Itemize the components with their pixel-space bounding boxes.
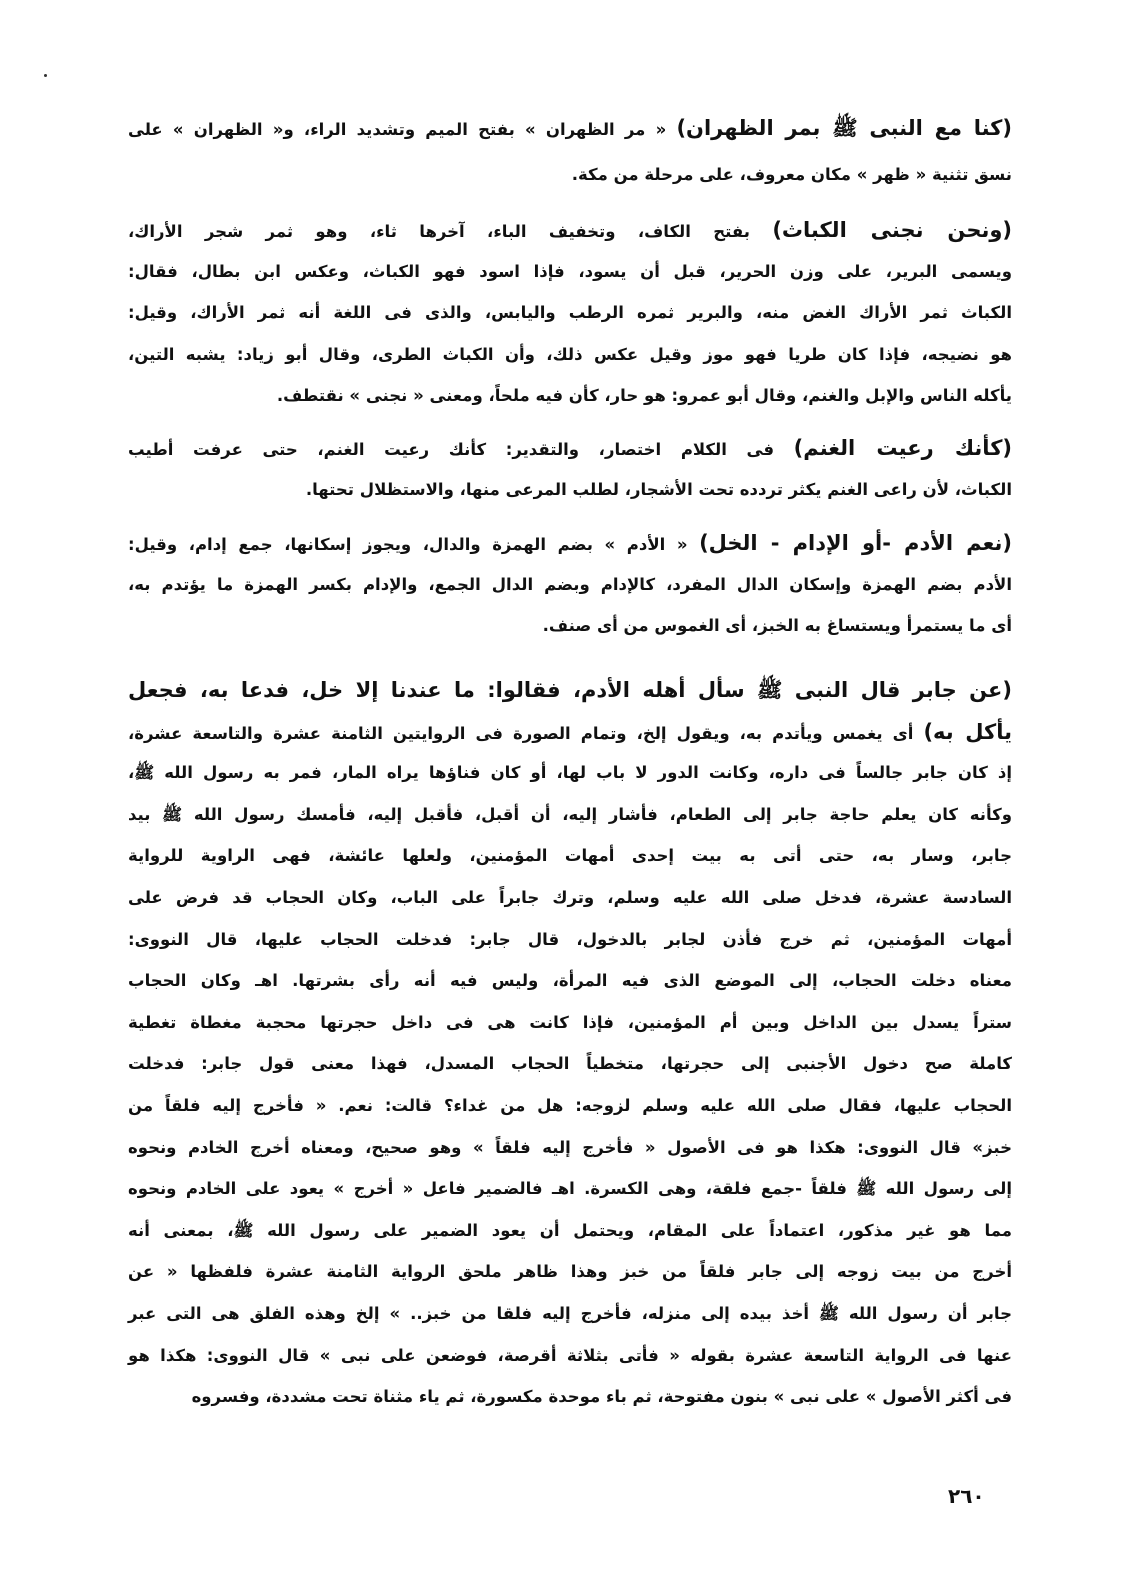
- text-line: [128, 568, 1012, 602]
- text-line: [128, 673, 1012, 707]
- heading-phrase: (عن جابر قال النبى ﷺ سأل أهله الأدم، فقالوا: ما عندنا إلا خل، فدعا به، فجعل: [128, 678, 1012, 702]
- text-line: [128, 473, 1012, 507]
- body-text: ويسمى البرير، على وزن الحرير، قبل أن يسود، فإذا اسود فهو الكباث، وعكس ابن بطال، فقال:: [128, 261, 1012, 281]
- text-line: [128, 715, 1012, 749]
- body-text: الحجاب عليها، فقال صلى الله عليه وسلم لزوجه: هل من غداء؟ قالت: نعم. « فأخرج إليه فلقاً من: [128, 1096, 1012, 1115]
- text-line: [128, 255, 1012, 289]
- text-line: [128, 1214, 1012, 1248]
- body-text: يأكله الناس والإبل والغنم، وقال أبو عمرو: هو حار، كأن فيه ملحاً، ومعنى « نجنى » نقتطف.: [276, 386, 1012, 406]
- body-text: الأدم بضم الهمزة وإسكان الدال المفرد، كالإدام وبضم الدال الجمع، والإدام بكسر الهمزة ما يؤتدم به،: [128, 574, 1012, 594]
- heading-phrase: يأكل به): [923, 719, 1012, 744]
- heading-phrase: (نعم الأدم -أو الإدام - الخل): [699, 531, 1012, 555]
- text-line: [128, 881, 1012, 915]
- body-text: هو نضيجه، فإذا كان طريا فهو موز وقيل عكس ذلك، وأن الكباث الطرى، وقال أبو زياد: يشبه التين،: [128, 344, 1012, 364]
- text-line: [128, 1297, 1012, 1331]
- heading-phrase: (ونحن نجنى الكباث): [772, 218, 1012, 242]
- body-text: جابر أن رسول الله ﷺ أخذ بيده إلى منزله، فأخرج إليه فلقا من خبز.. » إلخ وهذه الفلق هى التى عبر: [128, 1304, 1012, 1323]
- text-line: [128, 1047, 1012, 1081]
- text-line: [128, 964, 1012, 998]
- body-text: فى أكثر الأصول » على نبى » بنون مفتوحة، ثم باء موحدة مكسورة، ثم ياء مثناة تحت مشددة، وفسروه: [191, 1387, 1012, 1407]
- text-line: [128, 379, 1012, 413]
- text-line: [128, 1339, 1012, 1373]
- heading-phrase: (كنا مع النبى ﷺ بمر الظهران): [676, 116, 1012, 140]
- body-text: وكأنه كان يعلم حاجة جابر إلى الطعام، فأشار إليه، أن أقبل، فأقبل إليه، فأمسك رسول الله ﷺ بيد: [128, 804, 1012, 824]
- body-text: « الأدم » بضم الهمزة والدال، ويجوز إسكانها، جمع إدام، وقيل:: [128, 535, 700, 554]
- text-line: [128, 1089, 1012, 1123]
- body-text: فى الكلام اختصار، والتقدير: كأنك رعيت الغنم، حتى عرفت أطيب: [128, 440, 794, 459]
- text-line: [128, 609, 1012, 643]
- body-text: عنها فى الرواية التاسعة عشرة بقوله « فأتى بثلاثة أقرصة، فوضعن على نبى » قال النووى: هكذا هو: [128, 1345, 1012, 1365]
- heading-phrase: (كأنك رعيت الغنم): [793, 436, 1012, 460]
- text-line: [128, 1006, 1012, 1040]
- body-text: « مر الظهران » بفتح الميم وتشديد الراء، و« الظهران » على: [128, 120, 677, 139]
- body-text: نسق تثنية « ظهر » مكان معروف، على مرحلة من مكة.: [571, 165, 1012, 184]
- body-text: مما هو غير مذكور، اعتماداً على المقام، ويحتمل أن يعود الضمير على رسول الله ﷺ، بمعنى أنه: [128, 1220, 1012, 1240]
- body-text: جابر، وسار به، حتى أتى به بيت إحدى أمهات المؤمنين، ولعلها عائشة، فهى الراوية للرواية: [128, 846, 1012, 866]
- text-line: [128, 338, 1012, 372]
- body-text: كاملة صح دخول الأجنبى إلى حجرتها، متخطياً الحجاب المسدل، فهذا معنى قول جابر: فدخلت: [128, 1054, 1012, 1074]
- body-text: ستراً يسدل بين الداخل وبين أم المؤمنين، فإذا كانت هى فى داخل حجرتها محجبة مغطاة تغطية: [128, 1012, 1012, 1032]
- text-line: [128, 839, 1012, 873]
- body-text: أى ما يستمرأ ويستساغ به الخبز، أى الغموس من أى صنف.: [542, 616, 1012, 636]
- text-line: [128, 756, 1012, 790]
- text-line: [128, 1380, 1012, 1414]
- page-number: ٢٦٠: [948, 1484, 985, 1508]
- body-text: أى يغمس ويأتدم به، ويقول إلخ، وتمام الصورة فى الروايتين الثامنة عشرة والتاسعة عشرة،: [128, 723, 924, 743]
- scan-speck: [44, 74, 47, 77]
- body-text: الكباث، لأن راعى الغنم يكثر تردده تحت الأشجار، لطلب المرعى منها، والاستظلال تحتها.: [305, 479, 1012, 499]
- text-line: [128, 798, 1012, 832]
- text-line: [128, 1172, 1012, 1206]
- text-line: [128, 296, 1012, 330]
- body-text: السادسة عشرة، فدخل صلى الله عليه وسلم، وترك جابراً على الباب، وكان الحجاب قد فرض على: [128, 888, 1012, 907]
- body-text: إذ كان جابر جالساً فى داره، وكانت الدور لا باب لها، أو كان فناؤها يراه المار، فمر به رسول الله ﷺ،: [128, 763, 1012, 783]
- text-line: [128, 1131, 1012, 1165]
- body-text: أخرج من بيت زوجه إلى جابر فلقاً من خبز وهذا ظاهر ملحق الرواية الثامنة عشرة فلفظها « عن: [128, 1262, 1012, 1282]
- body-text: الكباث ثمر الأراك الغض منه، والبرير ثمره الرطب واليابس، والذى فى اللغة أنه ثمر الأراك، وقيل:: [128, 303, 1012, 323]
- text-line: [128, 1255, 1012, 1289]
- body-text: خبز» قال النووى: هكذا هو فى الأصول « فأخرج إليه فلقاً » وهو صحيح، ومعناه أخرج الخادم ونحوه: [128, 1137, 1012, 1157]
- body-text: معناه دخلت الحجاب، إلى الموضع الذى فيه المرأة، وليس فيه أنه رأى بشرتها. اهـ وكان الحجاب: [128, 971, 1012, 991]
- text-line: [128, 526, 1012, 560]
- body-text: بفتح الكاف، وتخفيف الباء، آخرها ثاء، وهو ثمر شجر الأراك،: [128, 222, 773, 241]
- text-line: [128, 111, 1012, 145]
- text-line: [128, 923, 1012, 957]
- text-line: [128, 213, 1012, 247]
- body-text: أمهات المؤمنين، ثم خرج فأذن لجابر بالدخول، قال جابر: فدخلت الحجاب عليها، قال النووى:: [128, 929, 1012, 949]
- body-text: إلى رسول الله ﷺ فلقاً -جمع فلقة، وهى الكسرة. اهـ فالضمير فاعل « أخرج » يعود على الخادم ونحوه: [128, 1179, 1012, 1199]
- text-line: [128, 158, 1012, 192]
- text-line: [128, 431, 1012, 465]
